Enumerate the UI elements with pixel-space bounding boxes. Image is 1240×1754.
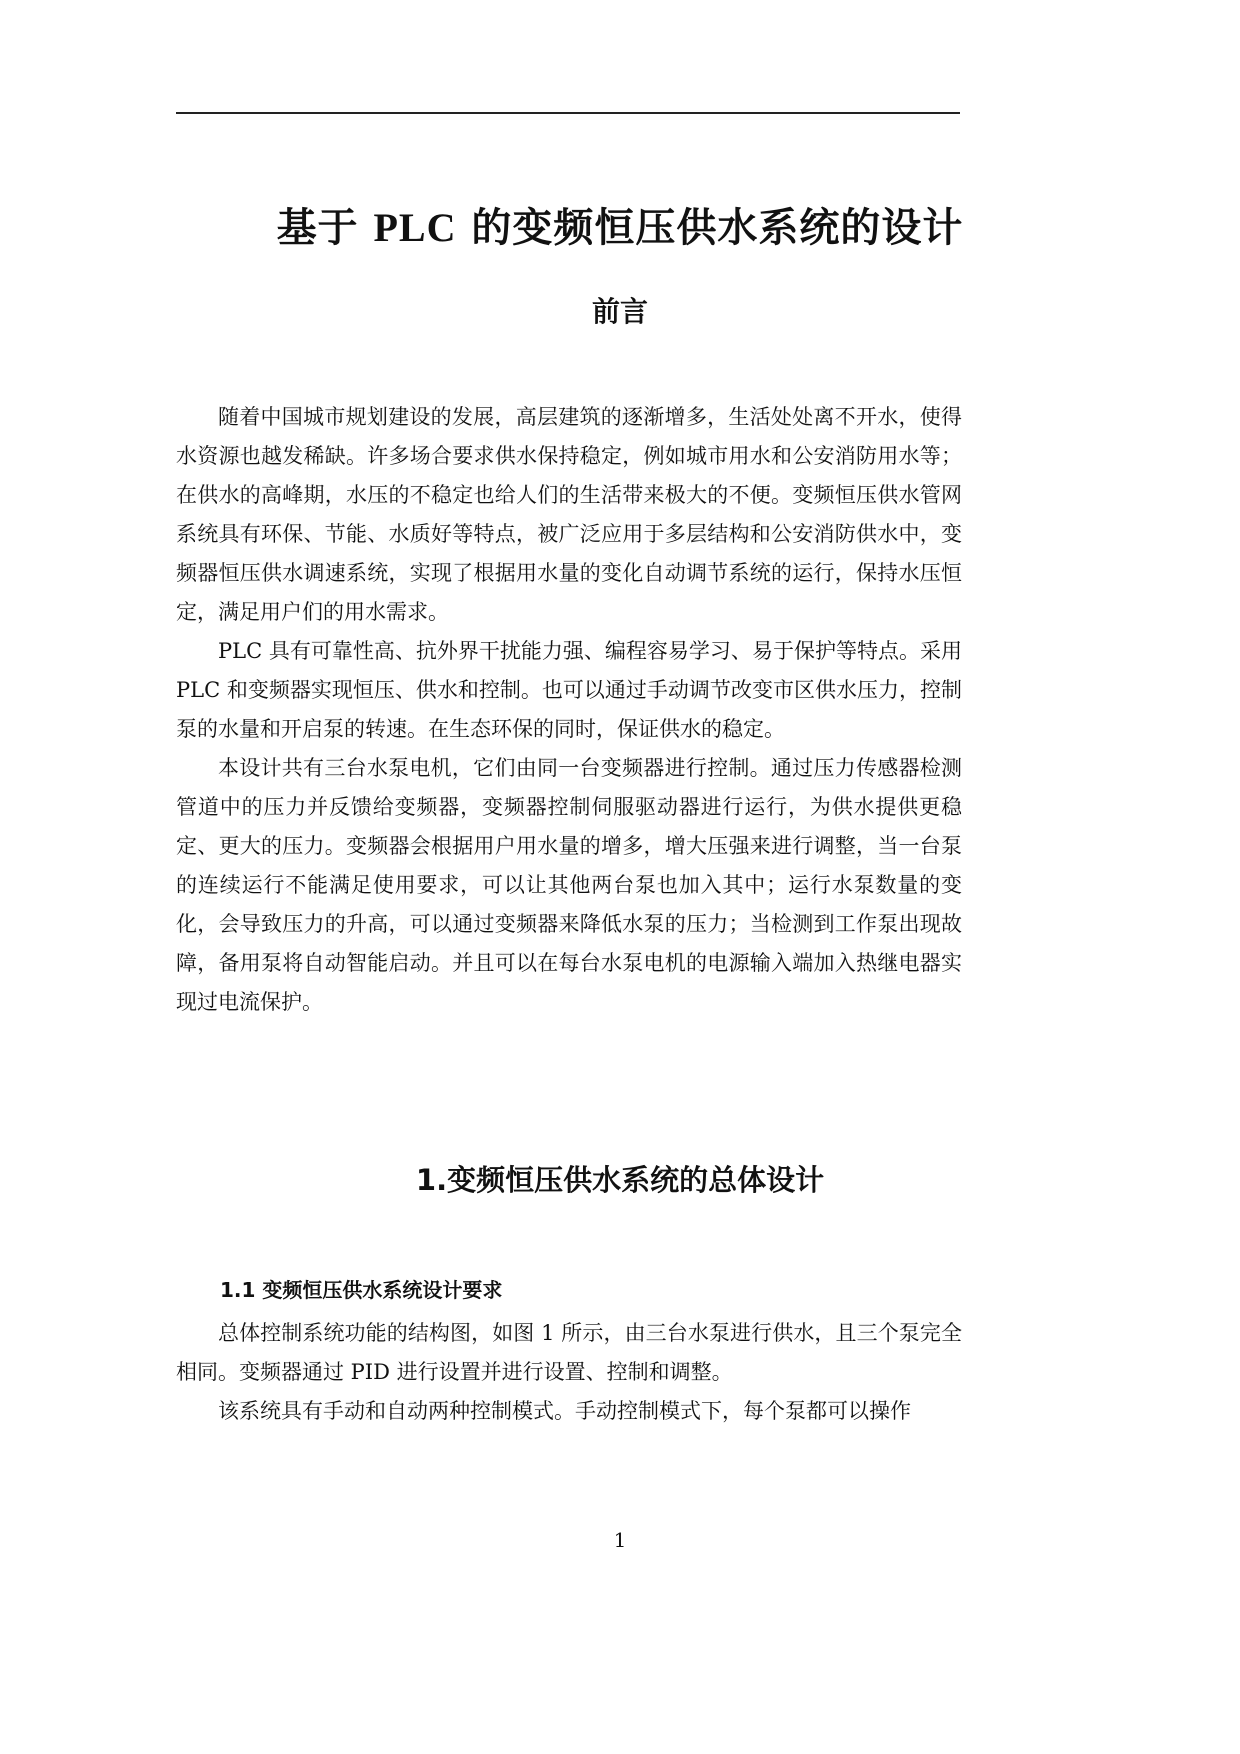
title-prefix: 基于 xyxy=(276,205,374,251)
header-rule xyxy=(176,112,960,114)
preface-paragraph-3: 本设计共有三台水泵电机，它们由同一台变频器进行控制。通过压力传感器检测管道中的压力并反馈给变频器，变频器控制伺服驱动器进行运行，为供水提供更稳定、更大的压力。变频器会根据用户用水量的增多，增大压强来进行调整，当一台泵的连续运行不能满足使用要求，可以让其他两台泵也加入其中；运行水泵数量的变化，会导致压力的升高，可以通过变频器来降低水泵的压力；当检测到工作泵出现故障，备用泵将自动智能启动。并且可以在每台水泵电机的电源输入端加入热继电器实现过电流保护。 xyxy=(176,756,962,1014)
preface-heading: 前言 xyxy=(591,295,648,328)
section-1-1-paragraph-2: 该系统具有手动和自动两种控制模式。手动控制模式下，每个泵都可以操作 xyxy=(218,1399,911,1423)
title-suffix: 的变频恒压供水系统的设计 xyxy=(456,205,964,251)
preface-paragraph-2: PLC 具有可靠性高、抗外界干扰能力强、编程容易学习、易于保护等特点。采用 PLC 和变频器实现恒压、供水和控制。也可以通过手动调节改变市区供水压力，控制泵的水量和开启泵的转速。在生态环保的同时，保证供水的稳定。 xyxy=(176,639,962,741)
section-1-1-body xyxy=(176,1314,962,1431)
section-1-1-heading: 1.1 变频恒压供水系统设计要求 xyxy=(220,1278,503,1302)
document-title xyxy=(0,196,1240,253)
section-1-heading: 1.变频恒压供水系统的总体设计 xyxy=(415,1163,825,1197)
section-1-1-paragraph-1: 总体控制系统功能的结构图，如图 1 所示，由三台水泵进行供水，且三个泵完全相同。变频器通过 PID 进行设置并进行设置、控制和调整。 xyxy=(176,1321,962,1384)
preface-body xyxy=(176,398,962,1022)
preface-paragraph-1: 随着中国城市规划建设的发展，高层建筑的逐渐增多，生活处处离不开水，使得水资源也越发稀缺。许多场合要求供水保持稳定，例如城市用水和公安消防用水等；在供水的高峰期，水压的不稳定也给人们的生活带来极大的不便。变频恒压供水管网系统具有环保、节能、水质好等特点，被广泛应用于多层结构和公安消防供水中，变频器恒压供水调速系统，实现了根据用水量的变化自动调节系统的运行，保持水压恒定，满足用户们的用水需求。 xyxy=(176,405,962,624)
page-number: 1 xyxy=(613,1528,627,1552)
title-latin: PLC xyxy=(373,205,457,250)
